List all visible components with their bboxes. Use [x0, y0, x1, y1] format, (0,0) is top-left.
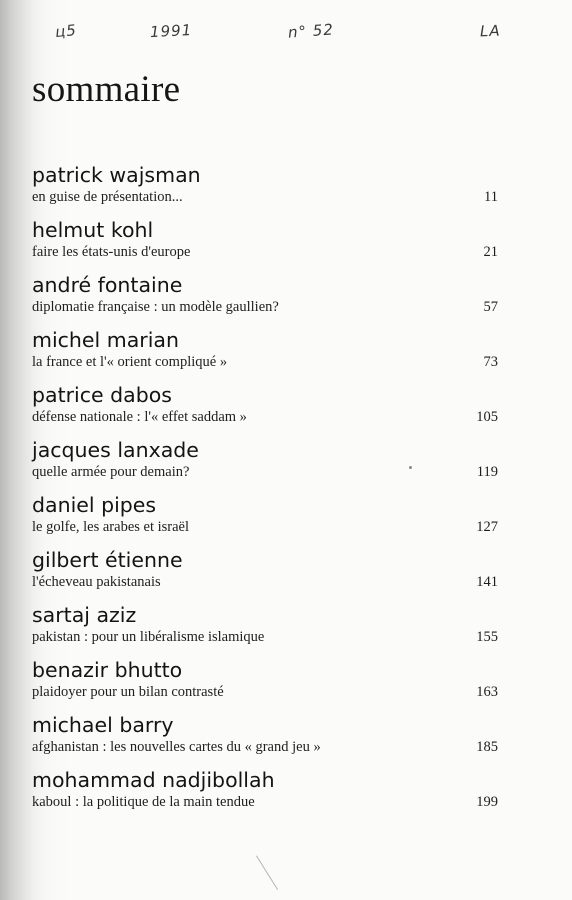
toc-subject: diplomatie française : un modèle gaullien?: [32, 299, 279, 315]
toc-subject: la france et l'« orient compliqué »: [32, 354, 228, 370]
toc-subject: défense nationale : l'« effet saddam »: [32, 409, 247, 425]
toc-author: michel marian: [32, 328, 179, 352]
toc-entry: [32, 603, 498, 658]
toc-page-number: 141: [476, 574, 498, 590]
toc-subject: l'écheveau pakistanais: [32, 574, 161, 590]
toc-line: [32, 188, 498, 206]
toc-author: sartaj aziz: [32, 603, 137, 627]
toc-author: mohammad nadjibollah: [32, 768, 275, 792]
toc-author: daniel pipes: [32, 493, 157, 517]
table-of-contents: [32, 163, 498, 823]
toc-author: michael barry: [32, 713, 174, 737]
toc-entry: [32, 713, 498, 768]
toc-subject: kaboul : la politique de la main tendue: [32, 794, 255, 810]
page-title: sommaire: [32, 69, 181, 110]
toc-entry: [32, 328, 498, 383]
toc-entry: [32, 548, 498, 603]
handwritten-note: ц5: [54, 20, 78, 42]
paper-speck: [409, 466, 412, 469]
toc-page-number: 127: [476, 519, 498, 535]
toc-author: jacques lanxade: [32, 438, 199, 462]
toc-line: [32, 518, 498, 536]
handwritten-note: n° 52: [287, 20, 335, 42]
toc-subject: le golfe, les arabes et israël: [32, 519, 190, 535]
toc-subject: faire les états-unis d'europe: [32, 244, 191, 260]
toc-page-number: 155: [476, 629, 498, 645]
handwritten-note: LA: [479, 21, 501, 41]
toc-entry: [32, 438, 498, 493]
toc-entry: [32, 383, 498, 438]
toc-line: [32, 738, 498, 756]
toc-entry: [32, 493, 498, 548]
toc-author: helmut kohl: [32, 218, 154, 242]
toc-line: [32, 683, 498, 701]
toc-line: [32, 463, 498, 481]
toc-author: patrice dabos: [32, 383, 172, 407]
toc-page-number: 21: [483, 244, 498, 260]
toc-entry: [32, 273, 498, 328]
toc-page-number: 199: [476, 794, 498, 810]
toc-page-number: 119: [476, 464, 498, 480]
toc-line: [32, 408, 498, 426]
toc-subject: quelle armée pour demain?: [32, 464, 190, 480]
toc-author: gilbert étienne: [32, 548, 183, 572]
toc-line: [32, 573, 498, 591]
toc-subject: afghanistan : les nouvelles cartes du « grand jeu »: [32, 739, 321, 755]
toc-subject: pakistan : pour un libéralisme islamique: [32, 629, 265, 645]
toc-author: benazir bhutto: [32, 658, 183, 682]
toc-entry: [32, 658, 498, 713]
toc-author: andré fontaine: [32, 273, 183, 297]
handwritten-note: 1991: [149, 20, 193, 42]
toc-entry: [32, 163, 498, 218]
paper-crease: [256, 855, 278, 889]
toc-page-number: 163: [476, 684, 498, 700]
toc-page-number: 73: [483, 354, 498, 370]
toc-page-number: 11: [484, 189, 498, 205]
toc-line: [32, 793, 498, 811]
toc-subject: en guise de présentation...: [32, 189, 183, 205]
toc-entry: [32, 218, 498, 273]
toc-line: [32, 243, 498, 261]
toc-page-number: 57: [483, 299, 498, 315]
toc-author: patrick wajsman: [32, 163, 201, 187]
toc-subject: plaidoyer pour un bilan contrasté: [32, 684, 224, 700]
toc-line: [32, 628, 498, 646]
toc-page-number: 105: [476, 409, 498, 425]
toc-line: [32, 298, 498, 316]
toc-line: [32, 353, 498, 371]
toc-page-number: 185: [476, 739, 498, 755]
toc-entry: [32, 768, 498, 823]
